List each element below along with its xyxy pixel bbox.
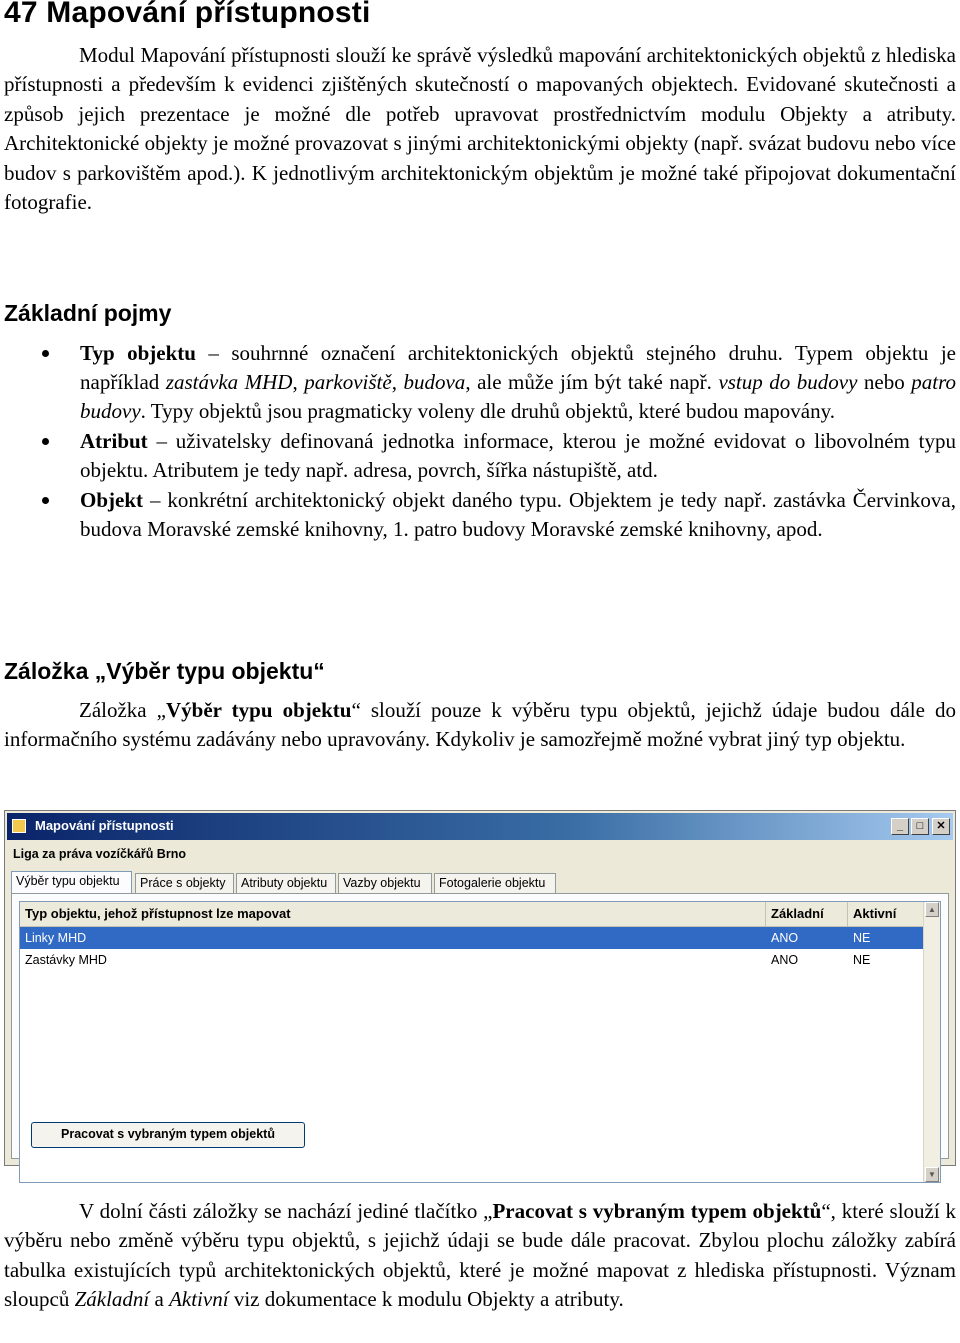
- column-header-type[interactable]: Typ objektu, jehož přístupnost lze mapovat: [20, 902, 766, 926]
- scroll-down-icon[interactable]: ▼: [925, 1167, 939, 1182]
- definition-item-atribut: [4, 427, 956, 485]
- paragraph-text: V dolní části záložky se nachází jediné tlačítko „: [79, 1199, 493, 1223]
- paragraph-text: a: [149, 1287, 170, 1312]
- app-icon: [12, 819, 26, 833]
- tab-vyber-typu-objektu[interactable]: Výběr typu objektu: [11, 871, 132, 894]
- tab-atributy-objektu[interactable]: Atributy objektu: [236, 873, 336, 893]
- term: Typ objektu: [80, 341, 196, 365]
- paragraph-text: “ slouží pouze k výběru typu objektů, jejichž údaje budou dále do informačního systému zadávány nebo upravovány. Kdykoliv je samozřejmě možné vybrat jiný typ objektu.: [4, 698, 956, 752]
- button-name: Pracovat s vybraným typem objektů: [492, 1199, 822, 1223]
- bullet-icon: [42, 497, 49, 504]
- column-name: Aktivní: [169, 1287, 229, 1312]
- definition-text: ,: [391, 370, 404, 394]
- scroll-up-icon[interactable]: ▲: [925, 902, 939, 917]
- paragraph-text: viz dokumentace k modulu Objekty a atributy.: [228, 1287, 624, 1312]
- bullet-icon: [42, 350, 49, 357]
- example: parkoviště: [304, 370, 392, 394]
- close-icon[interactable]: ✕: [932, 818, 950, 835]
- term: Objekt: [80, 488, 143, 512]
- vertical-scrollbar[interactable]: [923, 902, 940, 1182]
- example: budova: [403, 370, 466, 394]
- definition-text: ,: [292, 370, 305, 394]
- example: vstup do budovy: [718, 370, 858, 394]
- paragraph-text: “, které slouží k výběru nebo změně výběru typu objektů, s jejichž údaji se bude dále pracovat. Zbylou plochu záložky zabírá tabulka existujících typů architektonických objektů, které je možné mapovat z hlediska přístupnosti. Význam sloupců: [4, 1199, 956, 1312]
- organization-label: Liga za práva vozíčkářů Brno: [13, 847, 186, 861]
- column-name: Základní: [74, 1287, 150, 1312]
- cell-zakladni: ANO: [771, 931, 799, 945]
- section-title-pojmy: Základní pojmy: [4, 300, 172, 326]
- column-header-aktivni[interactable]: Aktivní: [853, 906, 897, 921]
- term: Atribut: [80, 429, 148, 453]
- section-title-zalozka: Záložka „Výběr typu objektu“: [4, 658, 325, 684]
- maximize-icon[interactable]: □: [911, 818, 929, 835]
- cell-aktivni: NE: [853, 953, 871, 967]
- definition-text: nebo: [857, 370, 912, 394]
- window-title: Mapování přístupnosti: [35, 818, 174, 833]
- zalozka-paragraph: [4, 696, 956, 755]
- cell-type: Zastávky MHD: [25, 953, 107, 967]
- tab-panel: [11, 893, 949, 1179]
- page-title: 47 Mapování přístupnosti: [4, 0, 371, 29]
- definition-text: – uživatelsky definovaná jednotka informace, kterou je možné evidovat o libovolném typu objektu. Atributem je tedy např. adresa, povrch, šířka nástupiště, atd.: [80, 429, 956, 482]
- example: zastávka MHD: [165, 370, 293, 394]
- paragraph-text: Záložka „: [79, 698, 167, 722]
- window-titlebar: [7, 813, 953, 840]
- definition-text: – souhrnné označení architektonických objektů stejného druhu. Typem objektu je například: [80, 341, 956, 394]
- cell-type: Linky MHD: [25, 931, 87, 945]
- definition-item-typ-objektu: [4, 339, 956, 426]
- bullet-icon: [42, 438, 49, 445]
- example: patro budovy: [80, 370, 956, 423]
- definition-item-objekt: [4, 486, 956, 544]
- column-header-zakladni[interactable]: Základní: [766, 902, 848, 926]
- tab-name: Výběr typu objektu: [166, 698, 352, 722]
- tab-prace-s-objekty[interactable]: Práce s objekty: [135, 873, 234, 893]
- definition-text: . Typy objektů jsou pragmaticky voleny dle druhů objektů, které budou mapovány.: [140, 399, 835, 423]
- app-window-screenshot: [4, 810, 956, 1179]
- table-row[interactable]: [20, 927, 924, 949]
- work-with-selected-type-button[interactable]: Pracovat s vybraným typem objektů: [31, 1122, 305, 1148]
- tab-vazby-objektu[interactable]: Vazby objektu: [338, 873, 432, 893]
- definitions-list: [4, 339, 956, 545]
- definition-text: – konkrétní architektonický objekt daného typu. Objektem je tedy např. zastávka Červinkova, budova Moravské zemské knihovny, 1. patro budovy Moravské zemské knihovny, apod.: [80, 488, 956, 541]
- closing-paragraph: [4, 1197, 956, 1315]
- table-header: [20, 902, 924, 927]
- definition-text: , ale může jím být také např.: [465, 370, 719, 394]
- cell-zakladni: ANO: [771, 953, 799, 967]
- intro-paragraph: Modul Mapování přístupnosti slouží ke správě výsledků mapování architektonických objektů z hlediska přístupnosti a především k evidenci zjištěných skutečností o mapovaných objektech. Evidované skutečnosti a způsob jejich prezentace je možné dle potřeb upravovat prostřednictvím modulu Objekty a atributy. Architektonické objekty je možné provazovat s jinými architektonickými objekty (např. svázat budovu nebo více budov s parkovištěm apod.). K jednotlivým architektonickým objektům je možné také připojovat dokumentační fotografie.: [4, 43, 956, 215]
- cell-aktivni: NE: [853, 931, 871, 945]
- table-row[interactable]: [20, 949, 924, 971]
- minimize-icon[interactable]: _: [891, 818, 909, 835]
- tab-fotogalerie-objektu[interactable]: Fotogalerie objektu: [434, 873, 556, 893]
